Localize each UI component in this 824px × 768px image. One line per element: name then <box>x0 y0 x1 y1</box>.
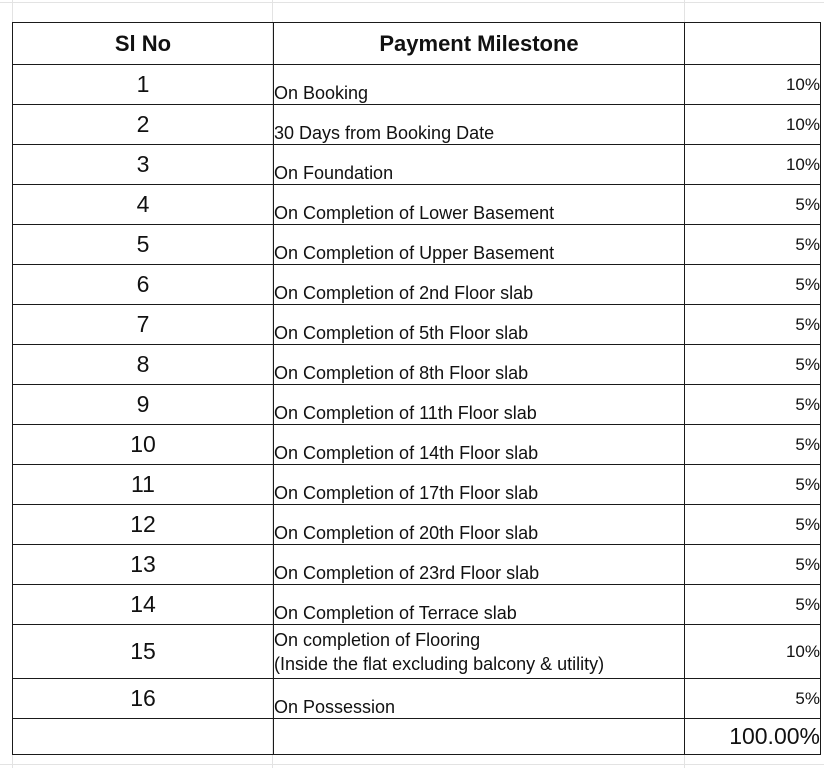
milestone-cell: On Completion of 5th Floor slab <box>274 305 685 345</box>
percent-cell: 5% <box>685 345 821 385</box>
milestone-cell: On Completion of 8th Floor slab <box>274 345 685 385</box>
payment-milestone-table <box>12 22 821 755</box>
table-row <box>13 225 821 265</box>
milestone-cell <box>274 625 685 679</box>
table-row <box>13 105 821 145</box>
header-row <box>13 23 821 65</box>
milestone-cell: On Completion of 14th Floor slab <box>274 425 685 465</box>
milestone-cell: On Completion of 23rd Floor slab <box>274 545 685 585</box>
percent-cell: 5% <box>685 425 821 465</box>
percent-cell: 5% <box>685 679 821 719</box>
sl-number-cell: 14 <box>13 585 274 625</box>
table-row <box>13 185 821 225</box>
percent-cell: 5% <box>685 385 821 425</box>
table-row <box>13 425 821 465</box>
percent-cell: 5% <box>685 545 821 585</box>
total-percent-cell: 100.00% <box>685 719 821 755</box>
table-row <box>13 65 821 105</box>
milestone-cell: On Possession <box>274 679 685 719</box>
total-empty-cell <box>13 719 274 755</box>
sl-number-cell: 15 <box>13 625 274 679</box>
percent-cell: 10% <box>685 65 821 105</box>
percent-cell: 10% <box>685 145 821 185</box>
milestone-cell: On Completion of Terrace slab <box>274 585 685 625</box>
table-row <box>13 145 821 185</box>
percent-cell: 5% <box>685 465 821 505</box>
sl-number-cell: 16 <box>13 679 274 719</box>
header-sl-no: Sl No <box>13 23 274 65</box>
total-empty-cell <box>274 719 685 755</box>
sl-number-cell: 13 <box>13 545 274 585</box>
table-row <box>13 585 821 625</box>
sl-number-cell: 12 <box>13 505 274 545</box>
header-payment-milestone: Payment Milestone <box>274 23 685 65</box>
milestone-cell: On Completion of 2nd Floor slab <box>274 265 685 305</box>
sl-number-cell: 8 <box>13 345 274 385</box>
sl-number-cell: 6 <box>13 265 274 305</box>
percent-cell: 5% <box>685 265 821 305</box>
table-row <box>13 545 821 585</box>
table-row <box>13 505 821 545</box>
sl-number-cell: 3 <box>13 145 274 185</box>
milestone-cell: On Foundation <box>274 145 685 185</box>
sl-number-cell: 5 <box>13 225 274 265</box>
table-row <box>13 385 821 425</box>
milestone-cell: On Completion of 20th Floor slab <box>274 505 685 545</box>
table-row <box>13 679 821 719</box>
sl-number-cell: 11 <box>13 465 274 505</box>
grid-line <box>0 2 824 3</box>
sl-number-cell: 7 <box>13 305 274 345</box>
sl-number-cell: 9 <box>13 385 274 425</box>
table-row <box>13 625 821 679</box>
milestone-cell: On Completion of 11th Floor slab <box>274 385 685 425</box>
percent-cell: 10% <box>685 105 821 145</box>
percent-cell: 5% <box>685 585 821 625</box>
milestone-cell: On Completion of Lower Basement <box>274 185 685 225</box>
milestone-cell: On Completion of Upper Basement <box>274 225 685 265</box>
total-row <box>13 719 821 755</box>
table-row <box>13 345 821 385</box>
table-row <box>13 465 821 505</box>
grid-line <box>0 764 824 765</box>
percent-cell: 5% <box>685 505 821 545</box>
percent-cell: 10% <box>685 625 821 679</box>
sl-number-cell: 10 <box>13 425 274 465</box>
table-row <box>13 265 821 305</box>
payment-plan-table-container <box>12 22 820 758</box>
milestone-line-1: On completion of Flooring <box>274 629 481 650</box>
milestone-cell: On Booking <box>274 65 685 105</box>
milestone-cell: 30 Days from Booking Date <box>274 105 685 145</box>
sl-number-cell: 1 <box>13 65 274 105</box>
percent-cell: 5% <box>685 305 821 345</box>
milestone-cell: On Completion of 17th Floor slab <box>274 465 685 505</box>
sl-number-cell: 2 <box>13 105 274 145</box>
milestone-line-2: (Inside the flat excluding balcony & utility) <box>274 653 605 674</box>
percent-cell: 5% <box>685 185 821 225</box>
percent-cell: 5% <box>685 225 821 265</box>
sl-number-cell: 4 <box>13 185 274 225</box>
header-percent <box>685 23 821 65</box>
table-row <box>13 305 821 345</box>
